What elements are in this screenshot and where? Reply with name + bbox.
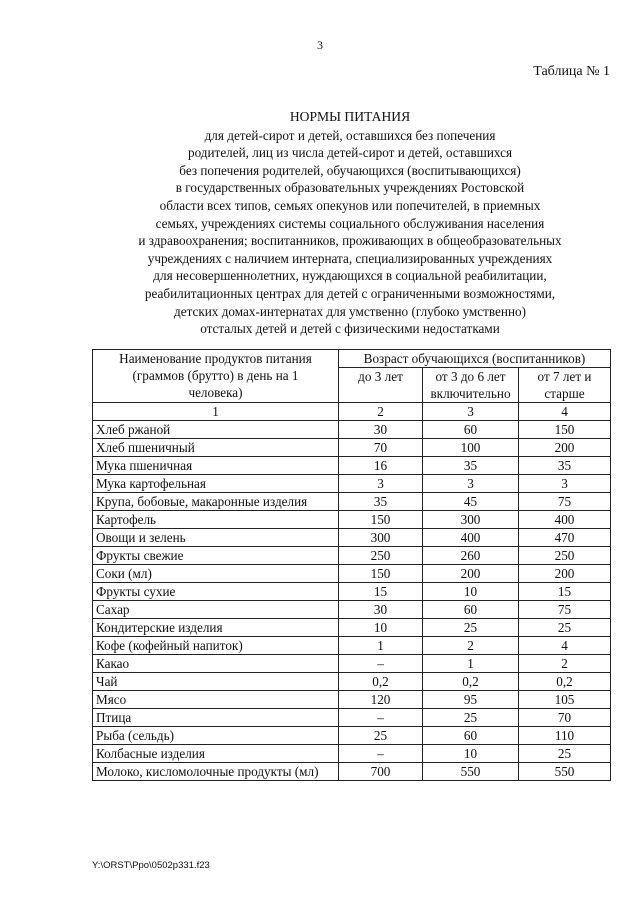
title-line: для несовершеннолетних, нуждающихся в социальной реабилитации, <box>153 268 547 284</box>
product-name-cell: Молоко, кисломолочные продукты (мл) <box>93 763 339 781</box>
column-numbering-row <box>93 403 611 421</box>
norm-value-cell: 150 <box>339 511 423 529</box>
file-path-footer: Y:\ORST\Ppo\0502p331.f23 <box>92 860 210 871</box>
norm-value-cell: 75 <box>519 493 611 511</box>
norm-value-cell: 1 <box>423 655 519 673</box>
norm-value-cell: 45 <box>423 493 519 511</box>
product-name-cell: Кондитерские изделия <box>93 619 339 637</box>
norm-value-cell: 260 <box>423 547 519 565</box>
norm-value-cell: 35 <box>423 457 519 475</box>
norm-value-cell: – <box>339 745 423 763</box>
norm-value-cell: 150 <box>519 421 611 439</box>
product-name-cell: Мясо <box>93 691 339 709</box>
table-row <box>93 637 611 655</box>
product-name-cell: Какао <box>93 655 339 673</box>
norm-value-cell: 0,2 <box>423 673 519 691</box>
norm-value-cell: 10 <box>423 745 519 763</box>
norm-value-cell: 550 <box>423 763 519 781</box>
norm-value-cell: 25 <box>519 745 611 763</box>
table-row <box>93 547 611 565</box>
norm-value-cell: – <box>339 709 423 727</box>
product-name-cell: Овощи и зелень <box>93 529 339 547</box>
product-name-cell: Мука пшеничная <box>93 457 339 475</box>
norm-value-cell: 25 <box>423 709 519 727</box>
norm-value-cell: 2 <box>519 655 611 673</box>
age-group-header: Возраст обучающихся (воспитанников) <box>339 350 611 368</box>
norm-value-cell: 0,2 <box>339 673 423 691</box>
title-line: без попечения родителей, обучающихся (воспитывающихся) <box>179 162 521 178</box>
norm-value-cell: 3 <box>519 475 611 493</box>
product-column-header: Наименование продуктов питания (граммов (брутто) в день на 1 человека) <box>93 350 339 403</box>
table-header-row <box>93 350 611 368</box>
norm-value-cell: 35 <box>519 457 611 475</box>
norm-value-cell: 75 <box>519 601 611 619</box>
title-heading: НОРМЫ ПИТАНИЯ <box>289 109 411 124</box>
norm-value-cell: 700 <box>339 763 423 781</box>
title-line: родителей, лиц из числа детей-сирот и детей, оставшихся <box>187 145 513 161</box>
title-line: отсталых детей и детей с физическими недостатками <box>200 321 500 337</box>
norm-value-cell: 60 <box>423 727 519 745</box>
table-row <box>93 529 611 547</box>
norm-value-cell: 25 <box>339 727 423 745</box>
product-name-cell: Колбасные изделия <box>93 745 339 763</box>
norm-value-cell: 105 <box>519 691 611 709</box>
age-column-header: до 3 лет <box>339 368 423 403</box>
table-label: Таблица № 1 <box>533 64 610 79</box>
table-row <box>93 763 611 781</box>
norm-value-cell: 200 <box>423 565 519 583</box>
norm-value-cell: 25 <box>519 619 611 637</box>
title-line: в государственных образовательных учреждениях Ростовской <box>175 180 525 196</box>
document-title <box>80 108 620 338</box>
norm-value-cell: 16 <box>339 457 423 475</box>
norm-value-cell: 10 <box>339 619 423 637</box>
title-line: и здравоохранения; воспитанников, проживающих в общеобразовательных <box>138 233 562 249</box>
table-row <box>93 583 611 601</box>
norm-value-cell: 400 <box>423 529 519 547</box>
table-row <box>93 493 611 511</box>
norm-value-cell: 100 <box>423 439 519 457</box>
norm-value-cell: 3 <box>423 475 519 493</box>
norm-value-cell: 2 <box>423 637 519 655</box>
norm-value-cell: – <box>339 655 423 673</box>
table-row <box>93 673 611 691</box>
product-name-cell: Хлеб ржаной <box>93 421 339 439</box>
table-row <box>93 745 611 763</box>
page-number: 3 <box>317 38 323 52</box>
title-line: учреждениях с наличием интерната, специализированных учреждениях <box>147 250 553 266</box>
title-line: детских домах-интернатах для умственно (глубоко умственно) <box>174 303 526 319</box>
norm-value-cell: 300 <box>339 529 423 547</box>
product-name-cell: Соки (мл) <box>93 565 339 583</box>
product-name-cell: Кофе (кофейный напиток) <box>93 637 339 655</box>
norm-value-cell: 150 <box>339 565 423 583</box>
norm-value-cell: 4 <box>519 637 611 655</box>
product-name-cell: Рыба (сельдь) <box>93 727 339 745</box>
table-row <box>93 691 611 709</box>
column-number: 2 <box>339 403 423 421</box>
product-name-cell: Мука картофельная <box>93 475 339 493</box>
norm-value-cell: 120 <box>339 691 423 709</box>
norm-value-cell: 15 <box>339 583 423 601</box>
table-row <box>93 619 611 637</box>
title-line: для детей-сирот и детей, оставшихся без попечения <box>204 127 496 143</box>
column-number: 1 <box>93 403 339 421</box>
product-name-cell: Фрукты свежие <box>93 547 339 565</box>
table-row <box>93 709 611 727</box>
table-row <box>93 727 611 745</box>
norm-value-cell: 300 <box>423 511 519 529</box>
norm-value-cell: 60 <box>423 601 519 619</box>
norm-value-cell: 1 <box>339 637 423 655</box>
norm-value-cell: 400 <box>519 511 611 529</box>
norm-value-cell: 35 <box>339 493 423 511</box>
norm-value-cell: 70 <box>519 709 611 727</box>
norm-value-cell: 10 <box>423 583 519 601</box>
table-row <box>93 655 611 673</box>
table-row <box>93 475 611 493</box>
product-name-cell: Птица <box>93 709 339 727</box>
norm-value-cell: 60 <box>423 421 519 439</box>
title-line: семьях, учреждениях системы социального обслуживания населения <box>155 215 545 231</box>
norm-value-cell: 30 <box>339 421 423 439</box>
age-column-header: от 3 до 6 лет включительно <box>423 368 519 403</box>
norm-value-cell: 550 <box>519 763 611 781</box>
table-row <box>93 565 611 583</box>
table-row <box>93 457 611 475</box>
norm-value-cell: 200 <box>519 565 611 583</box>
table-row <box>93 601 611 619</box>
norm-value-cell: 70 <box>339 439 423 457</box>
norm-value-cell: 15 <box>519 583 611 601</box>
product-name-cell: Фрукты сухие <box>93 583 339 601</box>
column-number: 4 <box>519 403 611 421</box>
norm-value-cell: 110 <box>519 727 611 745</box>
norm-value-cell: 95 <box>423 691 519 709</box>
norm-value-cell: 3 <box>339 475 423 493</box>
title-line: реабилитационных центрах для детей с ограниченными возможностями, <box>144 285 556 301</box>
age-column-header: от 7 лет и старше <box>519 368 611 403</box>
norm-value-cell: 250 <box>339 547 423 565</box>
product-name-cell: Сахар <box>93 601 339 619</box>
norm-value-cell: 200 <box>519 439 611 457</box>
product-name-cell: Хлеб пшеничный <box>93 439 339 457</box>
norm-value-cell: 25 <box>423 619 519 637</box>
title-line: области всех типов, семьях опекунов или попечителей, в приемных <box>159 197 541 213</box>
table-row <box>93 421 611 439</box>
norm-value-cell: 0,2 <box>519 673 611 691</box>
norm-value-cell: 470 <box>519 529 611 547</box>
product-name-cell: Картофель <box>93 511 339 529</box>
product-name-cell: Чай <box>93 673 339 691</box>
table-row <box>93 439 611 457</box>
column-number: 3 <box>423 403 519 421</box>
nutrition-norms-table <box>92 349 611 781</box>
norm-value-cell: 250 <box>519 547 611 565</box>
product-name-cell: Крупа, бобовые, макаронные изделия <box>93 493 339 511</box>
norm-value-cell: 30 <box>339 601 423 619</box>
table-row <box>93 511 611 529</box>
